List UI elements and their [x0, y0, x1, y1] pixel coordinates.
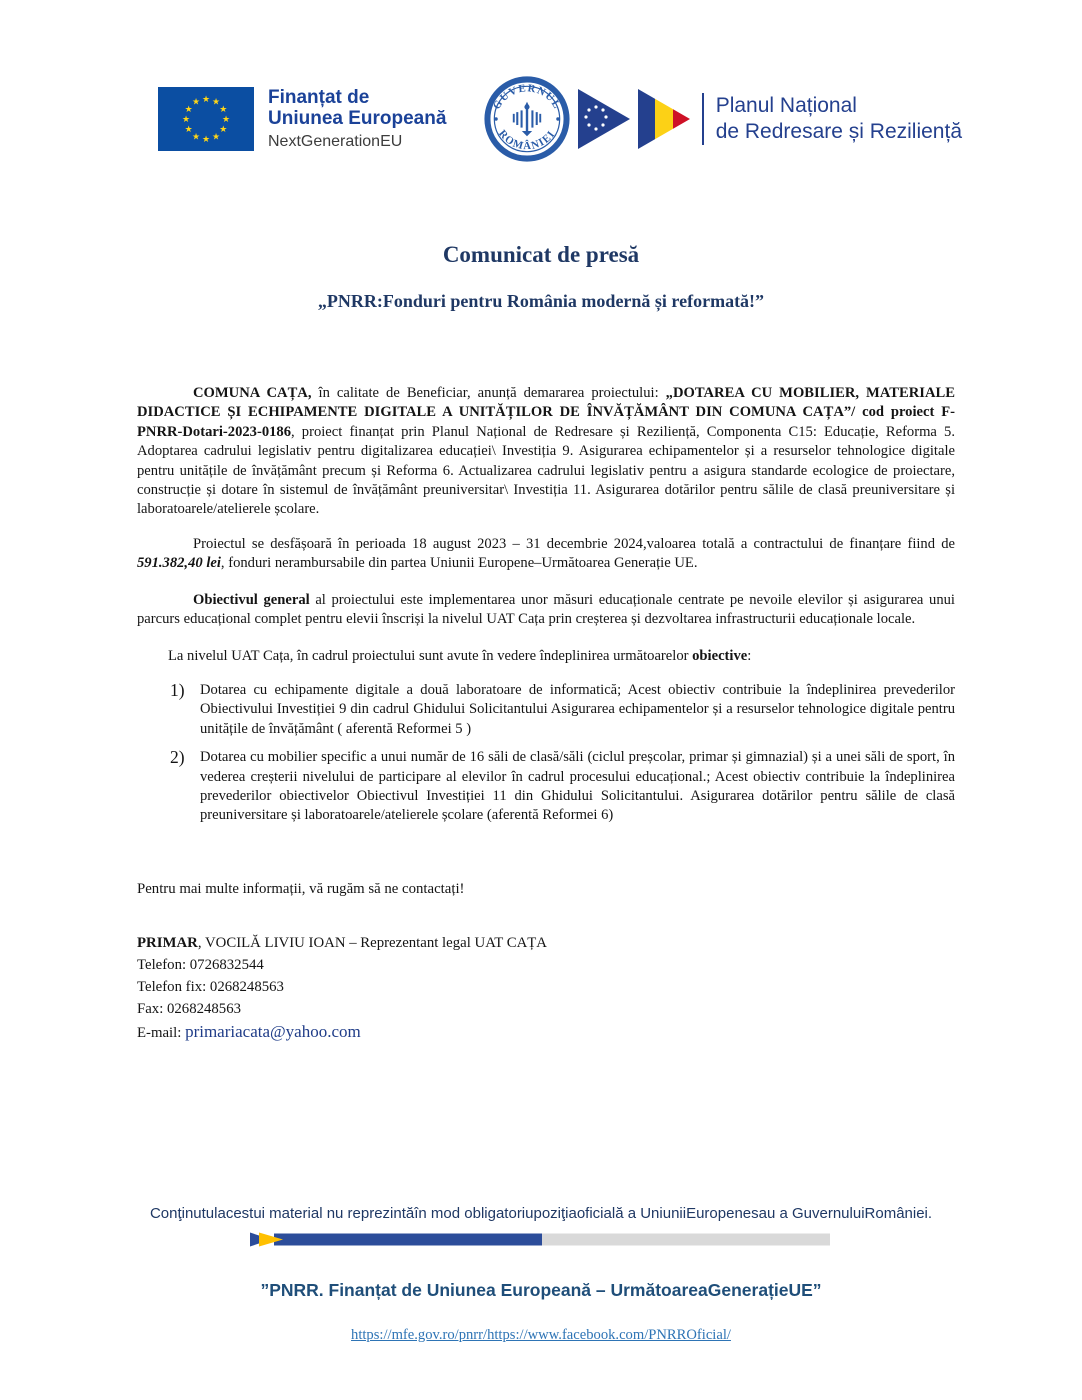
- document-body: [137, 384, 955, 826]
- paragraph-project-announcement: [137, 384, 955, 520]
- general-objective-label: Obiectivul general: [193, 591, 310, 608]
- page-title: Comunicat de presă: [442, 242, 640, 267]
- seal-bottom-text: ROMÂNIEI: [496, 127, 558, 153]
- objectives-label: obiective: [692, 648, 748, 665]
- eu-flag-icon: [158, 87, 254, 151]
- list-item-number: 1): [170, 679, 185, 700]
- p1-text2: , proiect finanțat prin Planul Național de Redresare și Reziliență, Componenta C15: Educație, Reforma 5. Adoptarea cadrului legislativ pentru digitalizarea educației\ Investiția 9. Asigurarea echipamentelor și a resurselor tehnologice digitale pentru unitățile de învățământ precum și Reforma 6. Actualizarea cadrului legislativ pentru a asigura standarde ecologice de proiectare, construcție și dotare în sistemul de învățământ preuniversitar\ Investiția 11. Asigurarea dotărilor pentru sălile de clasă preuniversitare și laboratoarele/atelierele școlare.: [137, 423, 955, 518]
- page-subtitle: „PNRR:Fonduri pentru România modernă și reformată!”: [317, 291, 765, 311]
- eu-funding-line2: Uniunea Europeană: [268, 108, 447, 130]
- primar-name: , VOCILĂ LIVIU IOAN – Reprezentant legal UAT CAȚA: [197, 934, 547, 951]
- svg-text:★: ★: [191, 132, 201, 143]
- header-logos: [0, 0, 1082, 162]
- footer: [0, 1205, 1082, 1344]
- project-value: 591.382,40 lei: [137, 555, 221, 572]
- svg-text:★: ★: [201, 135, 211, 145]
- pnrr-logo-line1: Planul Național: [715, 94, 857, 118]
- list-item: [137, 748, 955, 826]
- eu-funding-text: [268, 87, 446, 151]
- eu-funding-logo: [158, 87, 446, 151]
- svg-text:★: ★: [181, 115, 191, 125]
- email-label: E-mail:: [137, 1024, 186, 1041]
- svg-text:★: ★: [184, 125, 193, 135]
- paragraph-project-period-value: [137, 535, 955, 574]
- contact-intro: Pentru mai multe informații, vă rugăm să ne contactați!: [137, 880, 465, 897]
- objectives-list: [137, 681, 955, 826]
- svg-text:★: ★: [211, 132, 221, 143]
- p1-text1: în calitate de Beneficiar, anunță demararea proiectului:: [311, 385, 666, 401]
- p4-text2: :: [747, 648, 752, 665]
- government-of-romania-seal-icon: [484, 76, 570, 162]
- contact-section: [137, 878, 955, 1045]
- svg-text:★: ★: [211, 97, 221, 108]
- p3-text1: al proiectului este implementarea unor măsuri educaționale centrate pe nevoile elevilor și asigurarea unui parcurs educațional complet pentru elevii înscriși la nivelul UAT Cața prin creșterea și dezvoltarea infrastructurii educaționale locale.: [137, 591, 955, 628]
- pnrr-logo-divider: [702, 93, 704, 145]
- svg-text:★: ★: [221, 115, 231, 125]
- pnrr-logo-text: [716, 93, 962, 144]
- footer-quote: ”PNRR. Finanțat de Uniunea Europeană – UrmătoareaGenerațieUE”: [260, 1280, 822, 1300]
- pnrr-flags-icon: [578, 88, 690, 150]
- list-item-number: 2): [170, 747, 185, 768]
- contact-representative: [137, 932, 955, 954]
- svg-text:★: ★: [184, 105, 193, 115]
- contact-phone-fix: Telefon fix: 0268248563: [137, 978, 284, 995]
- eu-funding-line1: Finanțat de: [268, 86, 370, 108]
- project-title: „DOTAREA CU MOBILIER, MATERIALE DIDACTICE ȘI ECHIPAMENTE DIGITALE A UNITĂȚILOR DE ÎNVĂȚĂMÂNT DIN COMUNA CAȚA”/ cod proiect F-PNRR-Dotari-2023-0186: [137, 385, 955, 440]
- pnrr-logo: [578, 88, 962, 150]
- svg-text:★: ★: [219, 105, 228, 115]
- list-item: [137, 681, 955, 739]
- p2-text1: Proiectul se desfășoară în perioada 18 august 2023 – 31 decembrie 2024,valoarea totală a contractului de finanțare fiind de: [193, 535, 955, 552]
- list-item-text: Dotarea cu mobilier specific a unui număr de 16 săli de clasă/săli (ciclul preșcolar, primar și gimnazial) și a unei săli de sport, în vederea creșterii nivelului de participare al elevilor în cadrul procesului educațional.; Acest obiectiv contribuie la îndeplinirea prevederilor obiectivelor Obiectivul Investiției 11 din Ghidului Solicitantului. Asigurarea dotărilor pentru sălile de clasă preuniversitare și laboratoarele/atelierele școlare (aferentă Reformei 6): [200, 749, 955, 824]
- footer-link[interactable]: https://mfe.gov.ro/pnrr/https://www.facebook.com/PNRROficial/: [351, 1327, 731, 1343]
- svg-text:★: ★: [219, 125, 228, 135]
- primar-label: PRIMAR: [137, 934, 198, 951]
- footer-brand-bar-icon: [250, 1232, 832, 1247]
- svg-text:★: ★: [201, 95, 211, 105]
- email-link[interactable]: primariacata@yahoo.com: [185, 1021, 361, 1041]
- footer-disclaimer: Conţinutulacestui material nu reprezintăîn mod obligatoriupoziţiaoficială a UniuniiEuropenesau a GuvernuluiRomâniei.: [149, 1205, 933, 1222]
- contact-phone: Telefon: 0726832544: [137, 956, 264, 973]
- paragraph-objectives-intro: [137, 647, 955, 666]
- seal-top-text: GUVERNUL: [490, 82, 564, 112]
- pnrr-logo-line2: de Redresare și Reziliență: [715, 120, 962, 143]
- beneficiary-name: COMUNA CAȚA,: [193, 385, 312, 401]
- contact-email-line: [137, 1020, 955, 1045]
- svg-text:★: ★: [191, 97, 201, 108]
- paragraph-general-objective: [137, 591, 955, 630]
- p2-text2: , fonduri nerambursabile din partea Uniunii Europene–Următoarea Generație UE.: [220, 555, 698, 572]
- list-item-text: Dotarea cu echipamente digitale a două laboratoare de informatică; Acest obiectiv contribuie la îndeplinirea prevederilor Obiectivului Investiției 9 din cadrul Ghidului Solicitantului Asigurarea echipamentelor și a resurselor tehnologice digitale pentru unitățile de învățământ ( aferentă Reformei 5 ): [200, 681, 955, 737]
- contact-fax: Fax: 0268248563: [137, 1000, 241, 1017]
- p4-text1: La nivelul UAT Cața, în cadrul proiectului sunt avute în vedere îndeplinirea următoarelor: [168, 648, 693, 665]
- eu-funding-line3: NextGenerationEU: [268, 133, 403, 151]
